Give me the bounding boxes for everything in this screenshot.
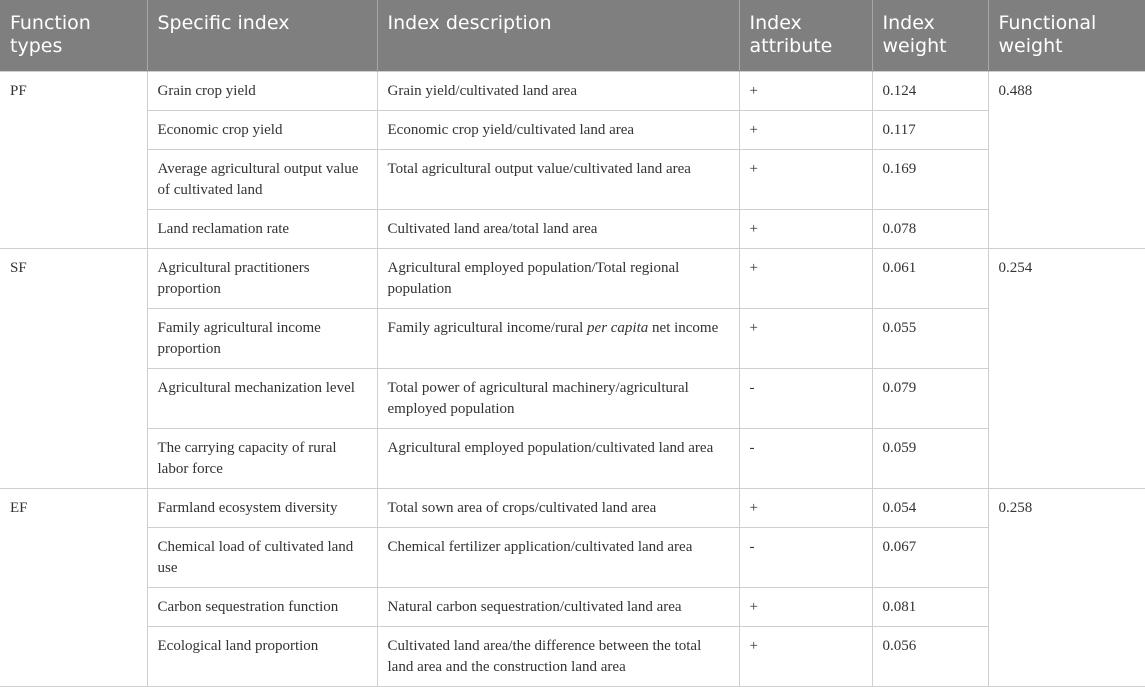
functional-weight-cell: 0.254 bbox=[988, 249, 1145, 489]
header-index-weight: Index weight bbox=[872, 0, 988, 72]
specific-index-cell: Carbon sequestration function bbox=[147, 588, 377, 627]
specific-index-cell: Ecological land proportion bbox=[147, 627, 377, 687]
functional-weight-cell: 0.258 bbox=[988, 489, 1145, 687]
header-specific-index: Specific index bbox=[147, 0, 377, 72]
table-row bbox=[0, 588, 1145, 627]
index-weight-cell: 0.117 bbox=[872, 111, 988, 150]
specific-index-cell: Agricultural mechanization level bbox=[147, 369, 377, 429]
index-description-cell: Economic crop yield/cultivated land area bbox=[377, 111, 739, 150]
table-row bbox=[0, 489, 1145, 528]
specific-index-cell: The carrying capacity of rural labor force bbox=[147, 429, 377, 489]
index-attribute-cell: + bbox=[739, 249, 872, 309]
index-description-cell: Agricultural employed population/Total regional population bbox=[377, 249, 739, 309]
specific-index-cell: Grain crop yield bbox=[147, 72, 377, 111]
table-row bbox=[0, 249, 1145, 309]
header-index-attribute: Index attribute bbox=[739, 0, 872, 72]
index-description-cell: Total power of agricultural machinery/agricultural employed population bbox=[377, 369, 739, 429]
index-weight-cell: 0.081 bbox=[872, 588, 988, 627]
index-attribute-cell: + bbox=[739, 489, 872, 528]
index-weight-cell: 0.061 bbox=[872, 249, 988, 309]
index-description-cell: Agricultural employed population/cultivated land area bbox=[377, 429, 739, 489]
index-attribute-cell: + bbox=[739, 210, 872, 249]
description-italic-text: per capita bbox=[587, 320, 649, 336]
index-weight-cell: 0.059 bbox=[872, 429, 988, 489]
index-description-cell: Total agricultural output value/cultivated land area bbox=[377, 150, 739, 210]
index-description-cell: Grain yield/cultivated land area bbox=[377, 72, 739, 111]
table-row bbox=[0, 528, 1145, 588]
table-row bbox=[0, 150, 1145, 210]
specific-index-cell: Average agricultural output value of cultivated land bbox=[147, 150, 377, 210]
description-text: net income bbox=[652, 320, 719, 336]
function-type-cell: SF bbox=[0, 249, 147, 489]
index-weight-cell: 0.078 bbox=[872, 210, 988, 249]
description-text: Family agricultural income/rural bbox=[387, 320, 584, 336]
specific-index-cell: Farmland ecosystem diversity bbox=[147, 489, 377, 528]
table-header bbox=[0, 0, 1145, 72]
table-row bbox=[0, 72, 1145, 111]
header-index-description: Index description bbox=[377, 0, 739, 72]
header-row bbox=[0, 0, 1145, 72]
index-attribute-cell: - bbox=[739, 528, 872, 588]
specific-index-cell: Agricultural practitioners proportion bbox=[147, 249, 377, 309]
specific-index-cell: Family agricultural income proportion bbox=[147, 309, 377, 369]
table-row bbox=[0, 369, 1145, 429]
index-attribute-cell: + bbox=[739, 588, 872, 627]
index-weight-cell: 0.056 bbox=[872, 627, 988, 687]
table-body bbox=[0, 72, 1145, 687]
index-weight-cell: 0.054 bbox=[872, 489, 988, 528]
index-weight-cell: 0.169 bbox=[872, 150, 988, 210]
index-attribute-cell: + bbox=[739, 150, 872, 210]
index-attribute-cell: - bbox=[739, 429, 872, 489]
index-attribute-cell: + bbox=[739, 627, 872, 687]
index-description-cell: Chemical fertilizer application/cultivated land area bbox=[377, 528, 739, 588]
table-row bbox=[0, 111, 1145, 150]
table-row bbox=[0, 429, 1145, 489]
function-type-cell: PF bbox=[0, 72, 147, 249]
specific-index-cell: Land reclamation rate bbox=[147, 210, 377, 249]
functional-weight-cell: 0.488 bbox=[988, 72, 1145, 249]
specific-index-cell: Chemical load of cultivated land use bbox=[147, 528, 377, 588]
specific-index-cell: Economic crop yield bbox=[147, 111, 377, 150]
table-row bbox=[0, 210, 1145, 249]
index-description-cell: Total sown area of crops/cultivated land area bbox=[377, 489, 739, 528]
index-description-cell: Cultivated land area/total land area bbox=[377, 210, 739, 249]
index-description-cell: Natural carbon sequestration/cultivated land area bbox=[377, 588, 739, 627]
index-attribute-cell: + bbox=[739, 72, 872, 111]
table-row bbox=[0, 309, 1145, 369]
index-description-cell: Cultivated land area/the difference between the total land area and the construction land area bbox=[377, 627, 739, 687]
index-attribute-cell: + bbox=[739, 309, 872, 369]
header-function-types: Function types bbox=[0, 0, 147, 72]
function-type-cell: EF bbox=[0, 489, 147, 687]
index-attribute-cell: + bbox=[739, 111, 872, 150]
index-description-cell bbox=[377, 309, 739, 369]
index-weight-cell: 0.055 bbox=[872, 309, 988, 369]
index-weight-cell: 0.079 bbox=[872, 369, 988, 429]
index-weight-cell: 0.067 bbox=[872, 528, 988, 588]
index-weight-cell: 0.124 bbox=[872, 72, 988, 111]
index-attribute-cell: - bbox=[739, 369, 872, 429]
header-functional-weight: Functional weight bbox=[988, 0, 1145, 72]
